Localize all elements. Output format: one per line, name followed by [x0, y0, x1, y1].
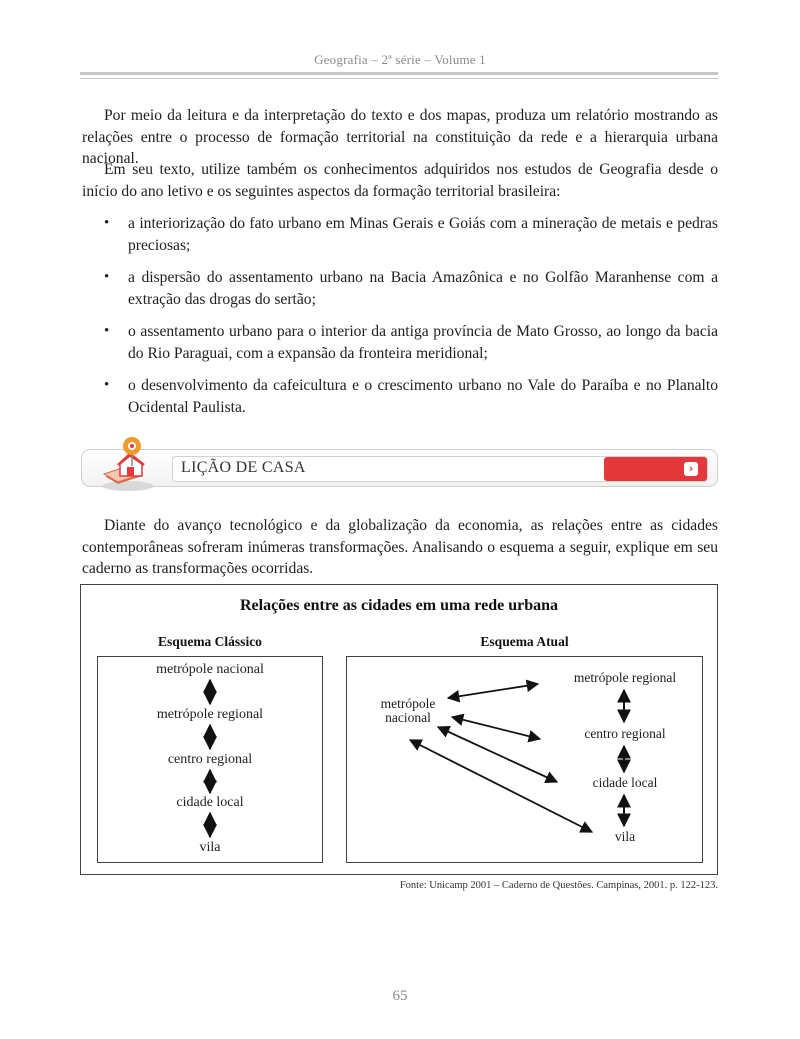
- bullet-icon: •: [104, 269, 110, 285]
- bullet-icon: •: [104, 323, 110, 339]
- list-item: • a interiorização do fato urbano em Minas Gerais e Goiás com a mineração de metais e pedras preciosas;: [104, 215, 718, 254]
- paragraph-instructions: Por meio da leitura e da interpretação do texto e dos mapas, produza um relatório mostrando as relações entre o processo de formação territorial na constituição da rede e a hierarquia urbana nacional.: [82, 107, 718, 167]
- classic-level-local: cidade local: [176, 795, 244, 810]
- classic-level-center: centro regional: [167, 752, 253, 767]
- diagram-title: Relações entre as cidades em uma rede urbana: [239, 597, 559, 614]
- current-arrow: [410, 740, 592, 832]
- current-scheme-title: Esquema Atual: [480, 634, 569, 649]
- current-level-center: centro regional: [584, 726, 666, 741]
- current-arrow: [452, 717, 540, 739]
- list-item: • o desenvolvimento da cafeicultura e o crescimento urbano no Vale do Paraíba e no Planalto Ocidental Paulista.: [104, 377, 718, 416]
- current-level-regional: metrópole regional: [573, 670, 677, 685]
- page-number: 65: [392, 988, 408, 1004]
- paragraph-aspects: Em seu texto, utilize também os conhecimentos adquiridos nos estudos de Geografia desde o início do ano letivo e os seguintes aspectos da formação territorial brasileira:: [82, 161, 718, 200]
- homework-title: LIÇÃO DE CASA: [181, 459, 306, 476]
- current-arrow: [438, 727, 557, 782]
- current-level-village: vila: [614, 829, 636, 844]
- list-item: • o assentamento urbano para o interior da antiga província de Mato Grosso, ao longo da bacia do Rio Paraguai, com a expansão da fronteira meridional;: [104, 323, 718, 362]
- running-header: Geografia – 2ª série – Volume 1: [314, 52, 486, 67]
- bullet-icon: •: [104, 377, 110, 393]
- classic-scheme-title: Esquema Clássico: [158, 634, 262, 649]
- classic-level-national: metrópole nacional: [156, 662, 264, 677]
- source-caption: Fonte: Unicamp 2001 – Caderno de Questões. Campinas, 2001. p. 122-123.: [399, 880, 718, 891]
- current-national-metropolis: metrópole nacional: [380, 696, 436, 725]
- current-arrow: [448, 684, 538, 698]
- list-item: • a dispersão do assentamento urbano na Bacia Amazônica e no Golfão Maranhense com a extração das drogas do sertão;: [104, 269, 718, 308]
- paragraph-homework: Diante do avanço tecnológico e da globalização da economia, as relações entre as cidades contemporâneas sofreram inúmeras transformações. Analisando o esquema a seguir, explique em seu caderno as transformações ocorridas.: [82, 517, 718, 577]
- classic-level-village: vila: [199, 840, 221, 855]
- classic-level-regional: metrópole regional: [156, 707, 264, 722]
- chevron-right-icon[interactable]: ›: [684, 462, 698, 476]
- bullet-icon: •: [104, 215, 110, 231]
- current-level-local: cidade local: [592, 775, 658, 790]
